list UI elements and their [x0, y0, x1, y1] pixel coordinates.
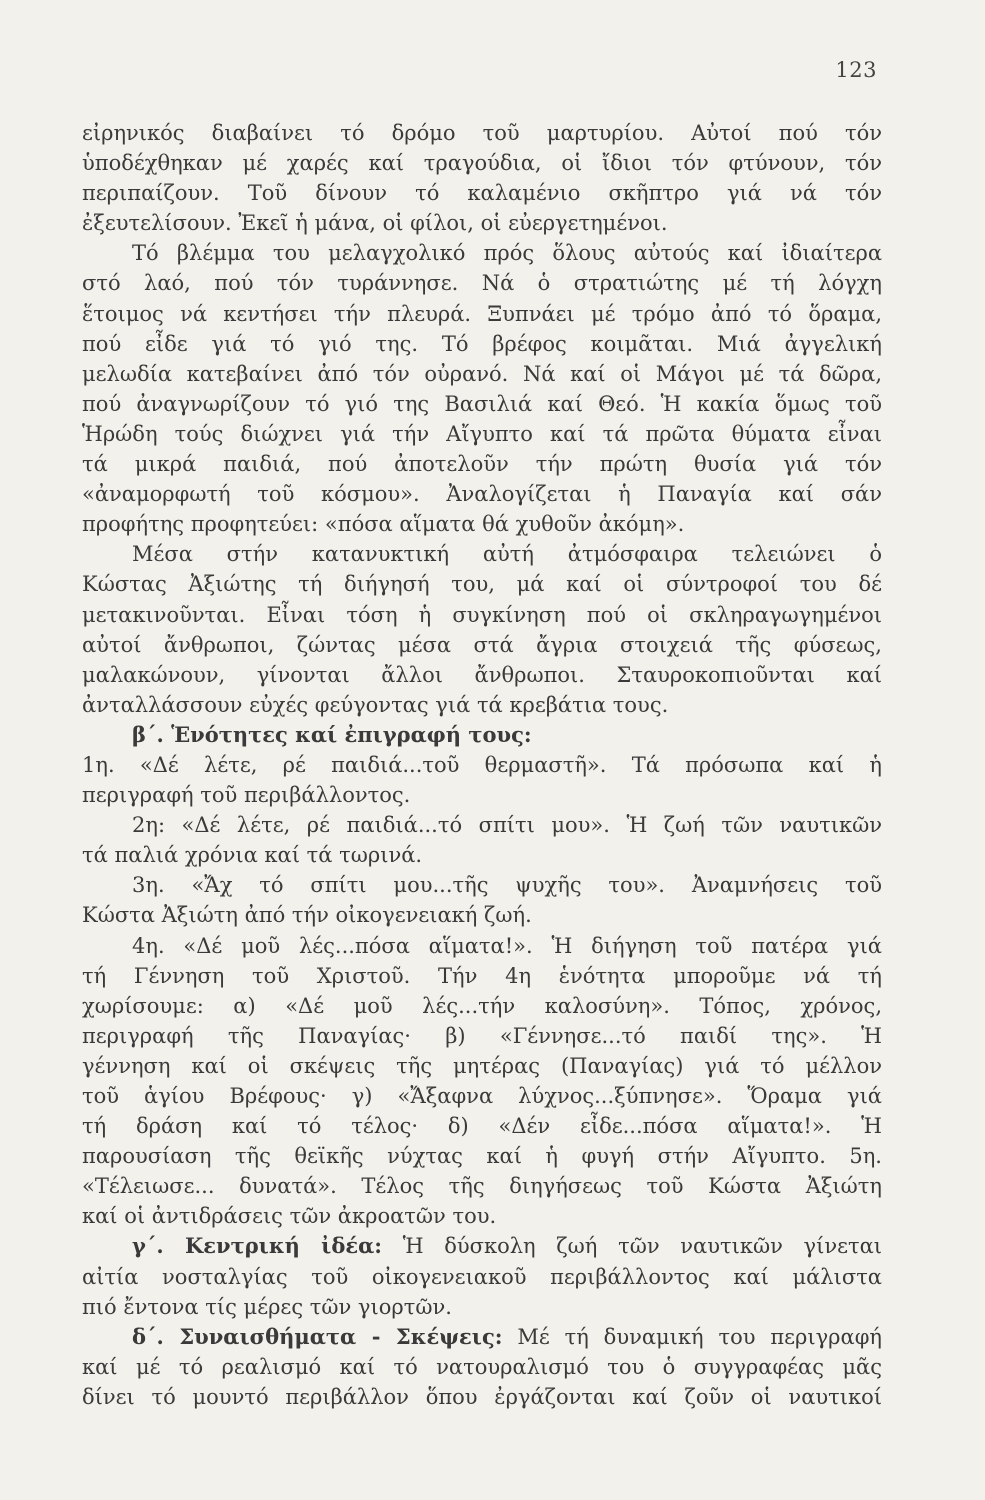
- body-text: [82, 118, 882, 1412]
- text-line: καί μέ τό ρεαλισμό καί τό νατουραλισμό του ὁ συγγραφέας μᾶς: [82, 1354, 882, 1379]
- text-line: πού εἶδε γιά τό γιό της. Τό βρέφος κοιμᾶται. Μιά ἀγγελική: [82, 331, 882, 356]
- text-line: [82, 1322, 882, 1352]
- text-line: Μέσα στήν κατανυκτική αὐτή ἀτμόσφαιρα τελειώνει ὁ: [132, 542, 882, 567]
- section-heading: δ΄. Συναισθήματα - Σκέψεις:: [132, 1323, 503, 1349]
- text-line: μελωδία κατεβαίνει ἀπό τόν οὐρανό. Νά καί οἱ Μάγοι μέ τά δῶρα,: [82, 361, 882, 386]
- text-line: καί οἱ ἀντιδράσεις τῶν ἀκροατῶν του.: [82, 1204, 497, 1229]
- text-line: αἰτία νοσταλγίας τοῦ οἰκογενειακοῦ περιβάλλοντος καί μάλιστα: [82, 1264, 882, 1289]
- text-line: προφήτης προφητεύει: «πόσα αἵματα θά χυθοῦν ἀκόμη».: [82, 512, 685, 537]
- text-line: δίνει τό μουντό περιβάλλον ὅπου ἐργάζονται καί ζοῦν οἱ ναυτικοί: [82, 1384, 882, 1409]
- text-line: μετακινοῦνται. Εἶναι τόση ἡ συγκίνηση πού οἱ σκληραγωγημένοι: [82, 602, 882, 627]
- page-number: 123: [835, 58, 877, 82]
- text-line: [82, 1231, 882, 1261]
- text-line: πιό ἔντονα τίς μέρες τῶν γιορτῶν.: [82, 1294, 452, 1319]
- text-line: τή δράση καί τό τέλος· δ) «Δέν εἶδε...πόσα αἵματα!». Ἡ: [82, 1114, 882, 1139]
- text-line: Τό βλέμμα του μελαγχολικό πρός ὅλους αὐτούς καί ἰδιαίτερα: [132, 241, 882, 266]
- text-line: ἐξευτελίσουν. Ἐκεῖ ἡ μάνα, οἱ φίλοι, οἱ εὐεργετημένοι.: [82, 211, 668, 236]
- text-line: περιγραφή τῆς Παναγίας· β) «Γέννησε...τό παιδί της». Ἡ: [82, 1023, 882, 1048]
- section-text: Ἡ δύσκολη ζωή τῶν ναυτικῶν γίνεται: [382, 1234, 882, 1259]
- section-text: Μέ τή δυναμική του περιγραφή: [502, 1324, 882, 1349]
- text-line: αὐτοί ἄνθρωποι, ζώντας μέσα στά ἄγρια στοιχειά τῆς φύσεως,: [82, 632, 882, 657]
- text-line: 1η. «Δέ λέτε, ρέ παιδιά...τοῦ θερμαστῆ». Τά πρόσωπα καί ἡ: [82, 752, 882, 777]
- text-line: τά παλιά χρόνια καί τά τωρινά.: [82, 843, 423, 868]
- text-line: ἀνταλλάσσουν εὐχές φεύγοντας γιά τά κρεβάτια τους.: [82, 692, 669, 717]
- section-heading: γ΄. Κεντρική ἰδέα:: [132, 1233, 383, 1259]
- text-line: «ἀναμορφωτή τοῦ κόσμου». Ἀναλογίζεται ἡ Παναγία καί σάν: [82, 482, 882, 507]
- text-line: τή Γέννηση τοῦ Χριστοῦ. Τήν 4η ἑνότητα μποροῦμε νά τή: [82, 963, 882, 988]
- text-line: 3η. «Ἄχ τό σπίτι μου...τῆς ψυχῆς του». Ἀναμνήσεις τοῦ: [132, 873, 882, 898]
- text-line: εἰρηνικός διαβαίνει τό δρόμο τοῦ μαρτυρίου. Αὐτοί πού τόν: [82, 121, 882, 145]
- text-line: 2η: «Δέ λέτε, ρέ παιδιά...τό σπίτι μου». Ἡ ζωή τῶν ναυτικῶν: [132, 813, 882, 838]
- text-line: περιπαίζουν. Τοῦ δίνουν τό καλαμένιο σκῆπτρο γιά νά τόν: [82, 181, 882, 206]
- text-line: περιγραφή τοῦ περιβάλλοντος.: [82, 783, 411, 808]
- text-line: τά μικρά παιδιά, πού ἀποτελοῦν τήν πρώτη θυσία γιά τόν: [82, 452, 882, 477]
- text-line: πού ἀναγνωρίζουν τό γιό της Βασιλιά καί Θεό. Ἡ κακία ὅμως τοῦ: [82, 391, 882, 416]
- text-line: 4η. «Δέ μοῦ λές...πόσα αἵματα!». Ἡ διήγηση τοῦ πατέρα γιά: [132, 933, 882, 958]
- text-line: β΄. Ἑνότητες καί ἐπιγραφή τους:: [132, 721, 532, 747]
- text-line: γέννηση καί οἱ σκέψεις τῆς μητέρας (Παναγίας) γιά τό μέλλον: [82, 1053, 882, 1078]
- text-line: Κώστας Ἀξιώτης τή διήγησή του, μά καί οἱ σύντροφοί του δέ: [82, 572, 882, 597]
- text-line: τοῦ ἁγίου Βρέφους· γ) «Ἄξαφνα λύχνος...ξύπνησε». Ὅραμα γιά: [82, 1084, 882, 1108]
- text-line: Ἡρώδη τούς διώχνει γιά τήν Αἴγυπτο καί τά πρῶτα θύματα εἶναι: [82, 421, 882, 446]
- text-line: στό λαό, πού τόν τυράννησε. Νά ὁ στρατιώτης μέ τή λόγχη: [82, 271, 882, 296]
- text-line: ἕτοιμος νά κεντήσει τήν πλευρά. Ξυπνάει μέ τρόμο ἀπό τό ὅραμα,: [82, 301, 882, 326]
- text-line: μαλακώνουν, γίνονται ἄλλοι ἄνθρωποι. Σταυροκοπιοῦνται καί: [82, 662, 882, 687]
- text-line: παρουσίαση τῆς θεϊκῆς νύχτας καί ἡ φυγή στήν Αἴγυπτο. 5η.: [82, 1144, 882, 1169]
- text-line: χωρίσουμε: α) «Δέ μοῦ λές...τήν καλοσύνη». Τόπος, χρόνος,: [82, 993, 882, 1018]
- text-line: «Τέλειωσε... δυνατά». Τέλος τῆς διηγήσεως τοῦ Κώστα Ἀξιώτη: [82, 1174, 882, 1199]
- text-line: Κώστα Ἀξιώτη ἀπό τήν οἰκογενειακή ζωή.: [82, 903, 532, 928]
- text-line: ὑποδέχθηκαν μέ χαρές καί τραγούδια, οἱ ἴδιοι τόν φτύνουν, τόν: [82, 151, 882, 176]
